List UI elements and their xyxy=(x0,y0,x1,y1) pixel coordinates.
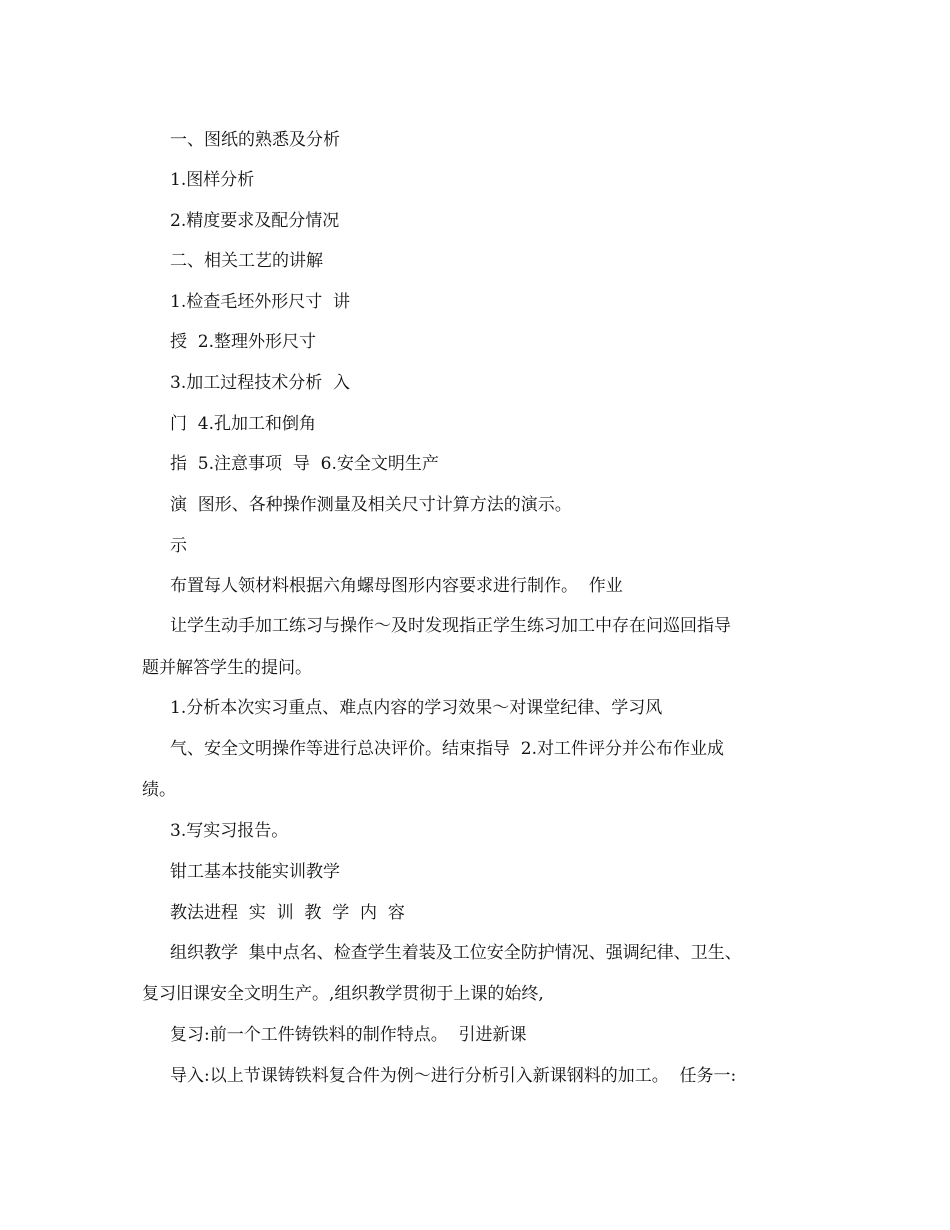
text-line: 导入:以上节课铸铁料复合件为例～进行分析引入新课钢料的加工。 任务一: xyxy=(170,1066,737,1086)
text-line: 演 图形、各种操作测量及相关尺寸计算方法的演示。 xyxy=(170,495,572,515)
text-line: 布置每人领材料根据六角螺母图形内容要求进行制作。 作业 xyxy=(170,576,623,596)
text-line: 门 4.孔加工和倒角 xyxy=(170,414,317,434)
text-line: 3.加工过程技术分析 入 xyxy=(170,373,351,393)
text-line: 3.写实习报告。 xyxy=(170,821,289,841)
table-header-line: 教法进程 实 训 教 学 内 容 xyxy=(170,903,405,923)
section-title: 钳工基本技能实训教学 xyxy=(170,862,340,882)
text-line: 绩。 xyxy=(142,780,176,800)
text-line: 题并解答学生的提问。 xyxy=(142,658,312,678)
text-line: 让学生动手加工练习与操作～及时发现指正学生练习加工中存在问巡回指导 xyxy=(170,616,731,636)
text-line: 授 2.整理外形尺寸 xyxy=(170,332,317,352)
text-line: 复习旧课安全文明生产。,组织教学贯彻于上课的始终, xyxy=(142,984,544,1004)
text-line: 1.分析本次实习重点、难点内容的学习效果～对课堂纪律、学习风 xyxy=(170,698,663,718)
text-line: 指 5.注意事项 导 6.安全文明生产 xyxy=(170,454,439,474)
text-line: 气、安全文明操作等进行总决评价。结束指导 2.对工件评分并公布作业成 xyxy=(170,739,725,759)
heading-drawing-analysis: 一、图纸的熟悉及分析 xyxy=(170,130,340,150)
text-line: 1.图样分析 xyxy=(170,170,255,190)
text-line: 示 xyxy=(170,536,187,556)
text-line: 1.检查毛坯外形尺寸 讲 xyxy=(170,292,351,312)
heading-process-explanation: 二、相关工艺的讲解 xyxy=(170,251,323,271)
text-line: 2.精度要求及配分情况 xyxy=(170,211,340,231)
text-line: 组织教学 集中点名、检查学生着装及工位安全防护情况、强调纪律、卫生、 xyxy=(170,943,742,963)
text-line: 复习:前一个工件铸铁料的制作特点。 引进新课 xyxy=(170,1025,527,1045)
